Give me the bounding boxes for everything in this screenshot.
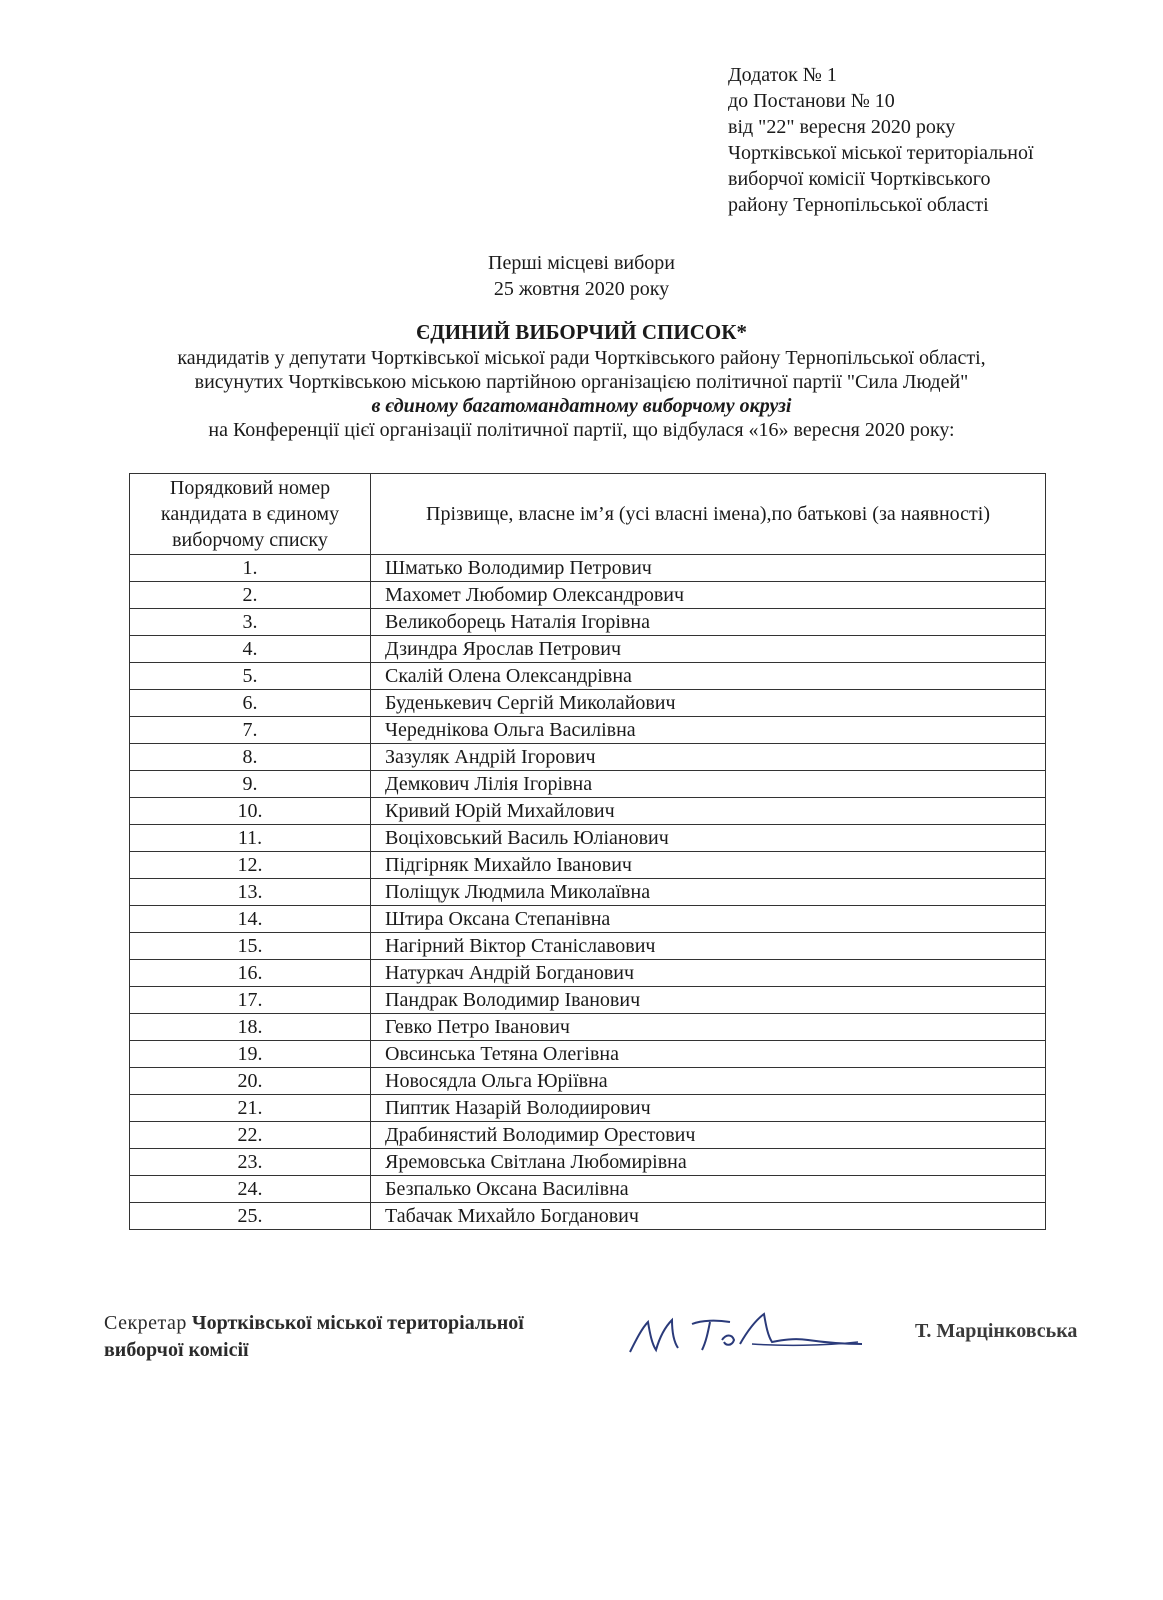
candidate-name: Буденькевич Сергій Миколайович <box>371 690 1046 717</box>
commission-name-cont: виборчої комісії <box>104 1339 249 1361</box>
commission-name: Чортківської міської територіальної <box>191 1312 524 1334</box>
candidate-name: Пиптик Назарій Володиирович <box>371 1095 1046 1122</box>
table-row <box>130 987 1046 1014</box>
header-number: Порядковий номер кандидата в єдиному виборчому списку <box>130 474 371 555</box>
table-row <box>130 1014 1046 1041</box>
table-row <box>130 906 1046 933</box>
table-row <box>130 690 1046 717</box>
election-name: Перші місцеві вибори <box>488 252 675 274</box>
annex-line: Чортківської міської територіальної <box>728 142 1034 164</box>
candidate-name: Кривий Юрій Михайлович <box>371 798 1046 825</box>
candidate-table <box>129 473 1046 1230</box>
annex-line: від "22" вересня 2020 року <box>728 116 956 138</box>
candidate-name: Штира Оксана Степанівна <box>371 906 1046 933</box>
candidate-number: 17. <box>130 987 371 1014</box>
candidate-name: Гевко Петро Іванович <box>371 1014 1046 1041</box>
signature-block <box>104 1310 524 1364</box>
candidate-number: 22. <box>130 1122 371 1149</box>
candidate-name: Воціховський Василь Юліанович <box>371 825 1046 852</box>
candidate-name: Безпалько Оксана Василівна <box>371 1176 1046 1203</box>
candidate-number: 2. <box>130 582 371 609</box>
table-row <box>130 717 1046 744</box>
table-row <box>130 582 1046 609</box>
annex-block <box>728 62 1034 218</box>
table-row <box>130 609 1046 636</box>
signer-name: Т. Марцінковська <box>915 1320 1078 1342</box>
table-row <box>130 1176 1046 1203</box>
candidate-name: Драбинястий Володимир Орестович <box>371 1122 1046 1149</box>
candidate-number: 23. <box>130 1149 371 1176</box>
candidate-number: 13. <box>130 879 371 906</box>
table-row <box>130 933 1046 960</box>
candidate-number: 20. <box>130 1068 371 1095</box>
candidate-number: 25. <box>130 1203 371 1230</box>
header-name: Прізвище, власне ім’я (усі власні імена),по батькові (за наявності) <box>371 474 1046 555</box>
table-row <box>130 825 1046 852</box>
secretary-label: Секретар <box>104 1312 187 1334</box>
table-row <box>130 1068 1046 1095</box>
document-title: ЄДИНИЙ ВИБОРЧИЙ СПИСОК* <box>416 320 747 344</box>
candidate-number: 4. <box>130 636 371 663</box>
table-row <box>130 879 1046 906</box>
candidate-number: 3. <box>130 609 371 636</box>
candidate-number: 12. <box>130 852 371 879</box>
table-row <box>130 1149 1046 1176</box>
candidate-name: Підгірняк Михайло Іванович <box>371 852 1046 879</box>
candidate-name: Великоборець Наталія Ігорівна <box>371 609 1046 636</box>
candidate-name: Зазуляк Андрій Ігорович <box>371 744 1046 771</box>
table-row <box>130 771 1046 798</box>
annex-line: району Тернопільської області <box>728 194 989 216</box>
candidate-number: 7. <box>130 717 371 744</box>
table-row <box>130 1095 1046 1122</box>
candidate-name: Пандрак Володимир Іванович <box>371 987 1046 1014</box>
handwritten-signature <box>622 1300 872 1360</box>
heading-line: висунутих Чортківською міською партійною організацією політичної партії "Сила Людей" <box>194 371 969 393</box>
election-date: 25 жовтня 2020 року <box>493 278 670 300</box>
table-header-row <box>130 474 1046 555</box>
document-heading <box>0 318 1163 442</box>
heading-line: кандидатів у депутати Чортківської міської ради Чортківського району Тернопільської області, <box>177 347 986 369</box>
candidate-name: Дзиндра Ярослав Петрович <box>371 636 1046 663</box>
candidate-name: Табачак Михайло Богданович <box>371 1203 1046 1230</box>
candidate-number: 18. <box>130 1014 371 1041</box>
candidate-name: Новосядла Ольга Юріївна <box>371 1068 1046 1095</box>
table-row <box>130 636 1046 663</box>
candidate-name: Скалій Олена Олександрівна <box>371 663 1046 690</box>
table-body <box>130 555 1046 1230</box>
candidate-number: 16. <box>130 960 371 987</box>
candidate-name: Нагірний Віктор Станіславович <box>371 933 1046 960</box>
table-row <box>130 555 1046 582</box>
candidate-name: Яремовська Світлана Любомирівна <box>371 1149 1046 1176</box>
table-row <box>130 1122 1046 1149</box>
election-info <box>0 250 1163 302</box>
candidate-number: 5. <box>130 663 371 690</box>
candidate-number: 24. <box>130 1176 371 1203</box>
candidate-number: 1. <box>130 555 371 582</box>
heading-district: в єдиному багатомандатному виборчому окрузі <box>371 395 792 417</box>
table-row <box>130 852 1046 879</box>
heading-line: на Конференції цієї організації політичної партії, що відбулася «16» вересня 2020 року: <box>208 419 955 441</box>
table-row <box>130 798 1046 825</box>
annex-line: до Постанови № 10 <box>728 90 895 112</box>
candidate-number: 19. <box>130 1041 371 1068</box>
candidate-number: 11. <box>130 825 371 852</box>
candidate-number: 8. <box>130 744 371 771</box>
table-row <box>130 960 1046 987</box>
table-row <box>130 1041 1046 1068</box>
candidate-number: 21. <box>130 1095 371 1122</box>
candidate-name: Демкович Лілія Ігорівна <box>371 771 1046 798</box>
candidate-name: Натуркач Андрій Богданович <box>371 960 1046 987</box>
candidate-number: 15. <box>130 933 371 960</box>
candidate-number: 9. <box>130 771 371 798</box>
candidate-number: 14. <box>130 906 371 933</box>
table-row <box>130 744 1046 771</box>
annex-line: Додаток № 1 <box>728 64 837 86</box>
candidate-name: Махомет Любомир Олександрович <box>371 582 1046 609</box>
table-row <box>130 663 1046 690</box>
candidate-name: Поліщук Людмила Миколаївна <box>371 879 1046 906</box>
candidate-number: 10. <box>130 798 371 825</box>
annex-line: виборчої комісії Чортківського <box>728 168 991 190</box>
candidate-name: Овсинська Тетяна Олегівна <box>371 1041 1046 1068</box>
candidate-name: Шматько Володимир Петрович <box>371 555 1046 582</box>
candidate-number: 6. <box>130 690 371 717</box>
candidate-name: Череднікова Ольга Василівна <box>371 717 1046 744</box>
table-row <box>130 1203 1046 1230</box>
